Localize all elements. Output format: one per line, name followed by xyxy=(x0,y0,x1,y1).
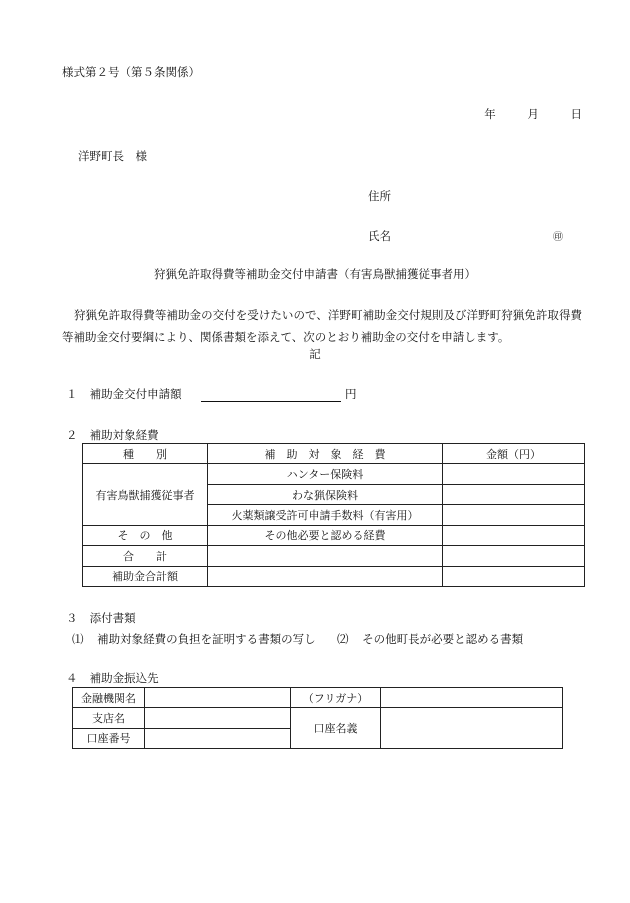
amount-cell[interactable] xyxy=(443,484,585,504)
section-2 xyxy=(66,427,159,443)
subsidy-amount-cell[interactable] xyxy=(443,566,585,586)
section-3-label: 添付書類 xyxy=(89,611,136,625)
attachment-1-text: 補助対象経費の負担を証明する書類の写し xyxy=(97,632,316,646)
date-month: 月 xyxy=(527,107,539,121)
other-item: その他必要と認める経費 xyxy=(208,525,443,545)
attachment-1-number: ⑴ xyxy=(72,632,84,646)
branch-label: 支店名 xyxy=(73,708,145,728)
table-row xyxy=(83,525,585,545)
amount-cell[interactable] xyxy=(443,525,585,545)
body-text: 狩猟免許取得費等補助金の交付を受けたいので、洋野町補助金交付規則及び洋野町狩猟免許取得費等補助金交付要綱により、関係書類を添えて、次のとおり補助金の交付を申請します。 xyxy=(62,308,582,344)
header-expense: 補 助 対 象 経 費 xyxy=(208,444,443,464)
cost-table-header xyxy=(83,444,585,464)
furigana-field[interactable] xyxy=(381,688,563,708)
amount-cell[interactable] xyxy=(443,464,585,484)
table-row xyxy=(73,708,563,728)
account-number-label: 口座番号 xyxy=(73,728,145,748)
form-number: 様式第２号（第５条関係） xyxy=(62,65,200,79)
table-row xyxy=(83,546,585,566)
header-amount: 金額（円） xyxy=(443,444,585,464)
furigana-label: （フリガナ） xyxy=(291,688,381,708)
amount-cell[interactable] xyxy=(443,505,585,525)
branch-field[interactable] xyxy=(145,708,291,728)
expense-item: わな猟保険料 xyxy=(208,484,443,504)
account-holder-field[interactable] xyxy=(381,708,563,749)
other-label: そ の 他 xyxy=(83,525,208,545)
section-2-number: ２ xyxy=(66,428,78,442)
section-2-label: 補助対象経費 xyxy=(89,428,159,442)
subsidy-total-label: 補助金合計額 xyxy=(83,566,208,586)
section-3 xyxy=(66,610,136,626)
subsidy-expense-cell[interactable] xyxy=(208,566,443,586)
table-row xyxy=(83,566,585,586)
header-category: 種 別 xyxy=(83,444,208,464)
total-expense-cell[interactable] xyxy=(208,546,443,566)
table-row xyxy=(73,688,563,708)
attachment-2-text: その他町長が必要と認める書類 xyxy=(362,632,524,646)
account-holder-label: 口座名義 xyxy=(291,708,381,749)
date-day: 日 xyxy=(570,107,582,121)
table-row xyxy=(83,464,585,484)
amount-field-line[interactable] xyxy=(201,387,341,402)
addressee: 洋野町長 様 xyxy=(78,149,147,163)
date-year: 年 xyxy=(484,107,496,121)
attachment-2-number: ⑵ xyxy=(336,632,349,646)
expense-item: 火薬類譲受許可申請手数料（有害用） xyxy=(208,505,443,525)
section-4-number: ４ xyxy=(66,671,78,685)
total-label: 合 計 xyxy=(83,546,208,566)
ki-marker: 記 xyxy=(309,347,321,361)
section-3-number: ３ xyxy=(66,611,78,625)
bank-name-field[interactable] xyxy=(145,688,291,708)
seal-mark: ㊞ xyxy=(553,232,563,243)
total-amount-cell[interactable] xyxy=(443,546,585,566)
section-1-label: 補助金交付申請額 xyxy=(89,387,182,401)
section-4 xyxy=(66,670,159,686)
section-1-number: １ xyxy=(66,387,78,401)
bank-name-label: 金融機関名 xyxy=(73,688,145,708)
document-title: 狩猟免許取得費等補助金交付申請書（有害鳥獣捕獲従事者用） xyxy=(154,267,476,281)
address-label: 住所 xyxy=(368,189,391,203)
date-line xyxy=(464,106,582,122)
group-label: 有害鳥獣捕獲従事者 xyxy=(83,464,208,525)
section-1-unit: 円 xyxy=(344,387,357,401)
name-label: 氏名 xyxy=(368,229,391,243)
bank-table xyxy=(72,687,563,749)
cost-table xyxy=(82,443,585,587)
attachment-list xyxy=(72,631,523,647)
section-1 xyxy=(66,386,356,402)
expense-item: ハンター保険料 xyxy=(208,464,443,484)
section-4-label: 補助金振込先 xyxy=(89,671,159,685)
account-number-field[interactable] xyxy=(145,728,291,748)
